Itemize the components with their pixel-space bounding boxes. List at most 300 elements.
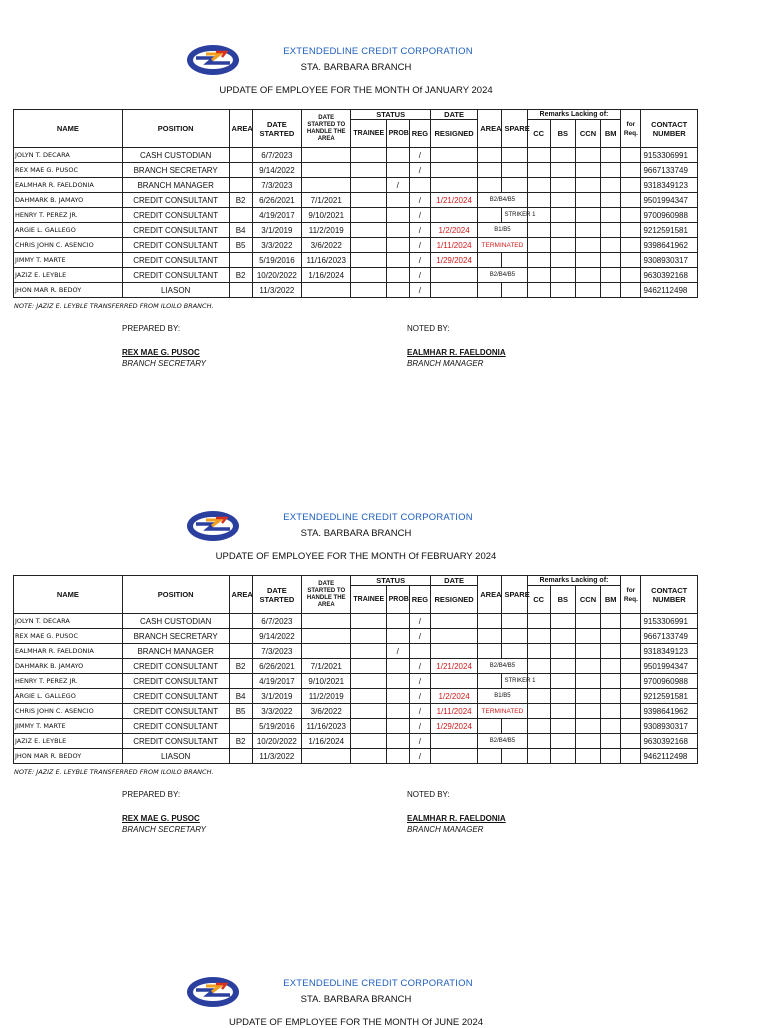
employee-trainee	[351, 689, 386, 704]
employee-resigned	[430, 208, 477, 223]
table-row	[14, 238, 698, 253]
employee-date-handle: 11/16/2023	[302, 719, 351, 734]
employee-trainee	[351, 223, 386, 238]
employee-resigned: 1/29/2024	[430, 253, 477, 268]
header-position: POSITION	[122, 110, 229, 148]
employee-reg: /	[409, 614, 430, 629]
employee-prob	[386, 253, 409, 268]
employee-position: CREDIT CONSULTANT	[122, 193, 229, 208]
employee-ccn	[575, 704, 600, 719]
employee-area	[229, 629, 252, 644]
employee-bm	[601, 253, 621, 268]
employee-bm	[601, 734, 621, 749]
employee-for-req	[621, 193, 641, 208]
employee-resigned	[430, 644, 477, 659]
employee-date-started: 3/1/2019	[252, 223, 301, 238]
employee-position: CREDIT CONSULTANT	[122, 223, 229, 238]
employee-bs	[550, 148, 575, 163]
employee-contact: 9462112498	[641, 749, 698, 764]
report-section	[0, 932, 768, 1028]
employee-name: EALMHAR R. FAELDONIA	[14, 178, 123, 193]
header-date-handle: DATE STARTED TO HANDLE THE AREA	[302, 576, 351, 614]
employee-name: CHRIS JOHN C. ASENCIO	[14, 238, 123, 253]
header-spare: SPARE	[502, 576, 527, 614]
employee-area: B2	[229, 659, 252, 674]
employee-for-req	[621, 283, 641, 298]
header-name: NAME	[14, 576, 123, 614]
employee-for-req	[621, 253, 641, 268]
table-row	[14, 614, 698, 629]
employee-bs	[550, 268, 575, 283]
noted-by-title: BRANCH MANAGER	[407, 825, 484, 834]
employee-resigned: 1/11/2024	[430, 238, 477, 253]
employee-prob	[386, 208, 409, 223]
employee-contact: 9501994347	[641, 193, 698, 208]
employee-contact: 9667133749	[641, 163, 698, 178]
employee-trainee	[351, 148, 386, 163]
transfer-note: NOTE: JAZIZ E. LEYBLE TRANSFERRED FROM ILOILO BRANCH.	[14, 768, 214, 776]
employee-resigned	[430, 283, 477, 298]
employee-date-handle: 11/16/2023	[302, 253, 351, 268]
employee-area2: B2/B4/B5	[478, 268, 527, 283]
employee-resigned	[430, 148, 477, 163]
employee-prob	[386, 659, 409, 674]
table-row	[14, 268, 698, 283]
employee-reg: /	[409, 163, 430, 178]
header-ccn: CCN	[575, 120, 600, 148]
employee-for-req	[621, 163, 641, 178]
employee-contact: 9462112498	[641, 283, 698, 298]
employee-contact: 9398641962	[641, 238, 698, 253]
employee-position: BRANCH SECRETARY	[122, 163, 229, 178]
employee-reg: /	[409, 704, 430, 719]
employee-trainee	[351, 238, 386, 253]
header-contact: CONTACT NUMBER	[641, 110, 698, 148]
header-resigned: RESIGNED	[430, 120, 477, 148]
employee-spare: STRIKER 1	[502, 674, 527, 689]
employee-date-handle	[302, 148, 351, 163]
employee-trainee	[351, 644, 386, 659]
table-row	[14, 674, 698, 689]
employee-ccn	[575, 629, 600, 644]
table-row	[14, 719, 698, 734]
employee-date-started: 10/20/2022	[252, 734, 301, 749]
employee-date-started: 10/20/2022	[252, 268, 301, 283]
employee-spare	[502, 614, 527, 629]
employee-position: CREDIT CONSULTANT	[122, 734, 229, 749]
employee-for-req	[621, 268, 641, 283]
employee-trainee	[351, 749, 386, 764]
employee-position: BRANCH MANAGER	[122, 644, 229, 659]
header-date-handle: DATE STARTED TO HANDLE THE AREA	[302, 110, 351, 148]
noted-by-label: NOTED BY:	[407, 324, 450, 333]
employee-ccn	[575, 163, 600, 178]
employee-bs	[550, 283, 575, 298]
header-date-started: DATE STARTED	[252, 576, 301, 614]
employee-area	[229, 253, 252, 268]
employee-spare	[502, 163, 527, 178]
employee-trainee	[351, 614, 386, 629]
employee-ccn	[575, 689, 600, 704]
employee-bm	[601, 614, 621, 629]
employee-reg: /	[409, 749, 430, 764]
employee-area	[229, 719, 252, 734]
header-ccn: CCN	[575, 586, 600, 614]
employee-area	[229, 283, 252, 298]
employee-spare	[502, 644, 527, 659]
employee-date-started: 9/14/2022	[252, 163, 301, 178]
employee-reg: /	[409, 689, 430, 704]
employee-name: HENRY T. PEREZ JR.	[14, 674, 123, 689]
employee-bs	[550, 238, 575, 253]
employee-resigned: 1/11/2024	[430, 704, 477, 719]
employee-position: CREDIT CONSULTANT	[122, 208, 229, 223]
employee-ccn	[575, 223, 600, 238]
employee-bm	[601, 223, 621, 238]
employee-cc	[527, 148, 550, 163]
employee-for-req	[621, 178, 641, 193]
table-row	[14, 659, 698, 674]
employee-date-started: 11/3/2022	[252, 749, 301, 764]
employee-bm	[601, 689, 621, 704]
branch-name: STA. BARBARA BRANCH	[300, 994, 412, 1005]
employee-date-handle	[302, 283, 351, 298]
employee-for-req	[621, 674, 641, 689]
employee-area	[229, 148, 252, 163]
table-row	[14, 148, 698, 163]
report-title: UPDATE OF EMPLOYEE FOR THE MONTH Of FEBRUARY 2024	[215, 551, 497, 562]
employee-area2	[478, 283, 502, 298]
employee-trainee	[351, 283, 386, 298]
employee-name: REX MAE G. PUSOC	[14, 629, 123, 644]
header-bm: BM	[601, 586, 621, 614]
employee-resigned: 1/21/2024	[430, 193, 477, 208]
employee-cc	[527, 178, 550, 193]
employee-position: BRANCH MANAGER	[122, 178, 229, 193]
employee-prob	[386, 268, 409, 283]
employee-area2: B2/B4/B5	[478, 734, 527, 749]
employee-area2: B1/B5	[478, 223, 527, 238]
employee-name: JOLYN T. DECARA	[14, 614, 123, 629]
employee-name: HENRY T. PEREZ JR.	[14, 208, 123, 223]
employee-area	[229, 644, 252, 659]
employee-area: B2	[229, 734, 252, 749]
employee-prob: /	[386, 644, 409, 659]
employee-date-started: 6/7/2023	[252, 614, 301, 629]
employee-ccn	[575, 719, 600, 734]
employee-date-started: 3/1/2019	[252, 689, 301, 704]
employee-ccn	[575, 268, 600, 283]
employee-cc	[527, 689, 550, 704]
employee-date-handle	[302, 749, 351, 764]
employee-cc	[527, 629, 550, 644]
employee-contact: 9308930317	[641, 719, 698, 734]
employee-reg	[409, 178, 430, 193]
employee-position: CASH CUSTODIAN	[122, 614, 229, 629]
employee-reg: /	[409, 659, 430, 674]
employee-cc	[527, 614, 550, 629]
employee-trainee	[351, 629, 386, 644]
employee-prob	[386, 674, 409, 689]
employee-position: CREDIT CONSULTANT	[122, 253, 229, 268]
employee-area: B5	[229, 238, 252, 253]
employee-area2: TERMINATED	[478, 704, 527, 719]
employee-position: CASH CUSTODIAN	[122, 148, 229, 163]
employee-for-req	[621, 208, 641, 223]
employee-ccn	[575, 208, 600, 223]
employee-reg: /	[409, 283, 430, 298]
report-title: UPDATE OF EMPLOYEE FOR THE MONTH Of JUNE 2024	[228, 1017, 484, 1028]
employee-resigned	[430, 734, 477, 749]
prepared-by-title: BRANCH SECRETARY	[122, 825, 207, 834]
employee-date-handle	[302, 178, 351, 193]
employee-area2	[478, 163, 502, 178]
report-section	[0, 0, 768, 430]
employee-bs	[550, 734, 575, 749]
employee-bs	[550, 659, 575, 674]
employee-resigned: 1/29/2024	[430, 719, 477, 734]
header-area2: AREA	[478, 576, 502, 614]
employee-area2	[478, 253, 502, 268]
employee-reg	[409, 644, 430, 659]
employee-date-started: 6/7/2023	[252, 148, 301, 163]
employee-name: JAZIZ E. LEYBLE	[14, 734, 123, 749]
employee-date-handle: 7/1/2021	[302, 193, 351, 208]
branch-name: STA. BARBARA BRANCH	[300, 62, 412, 73]
employee-area: B4	[229, 689, 252, 704]
employee-bs	[550, 644, 575, 659]
employee-name: EALMHAR R. FAELDONIA	[14, 644, 123, 659]
employee-resigned: 1/2/2024	[430, 223, 477, 238]
employee-resigned	[430, 674, 477, 689]
employee-prob: /	[386, 178, 409, 193]
table-row	[14, 193, 698, 208]
employee-reg: /	[409, 719, 430, 734]
employee-for-req	[621, 719, 641, 734]
table-row	[14, 208, 698, 223]
employee-date-handle: 9/10/2021	[302, 674, 351, 689]
employee-prob	[386, 629, 409, 644]
employee-date-started: 7/3/2023	[252, 644, 301, 659]
employee-prob	[386, 689, 409, 704]
header-bs: BS	[550, 120, 575, 148]
employee-resigned	[430, 178, 477, 193]
employee-prob	[386, 148, 409, 163]
employee-cc	[527, 704, 550, 719]
noted-by-name: EALMHAR R. FAELDONIA	[407, 348, 506, 357]
employee-date-handle: 9/10/2021	[302, 208, 351, 223]
prepared-by-name: REX MAE G. PUSOC	[122, 814, 200, 823]
employee-prob	[386, 734, 409, 749]
employee-bs	[550, 223, 575, 238]
employee-contact: 9153306991	[641, 148, 698, 163]
employee-date-started: 3/3/2022	[252, 238, 301, 253]
header-position: POSITION	[122, 576, 229, 614]
prepared-by-title: BRANCH SECRETARY	[122, 359, 207, 368]
employee-cc	[527, 163, 550, 178]
employee-name: JHON MAR R. BEDOY	[14, 283, 123, 298]
employee-position: CREDIT CONSULTANT	[122, 674, 229, 689]
employee-area2	[478, 749, 502, 764]
header-area: AREA	[229, 576, 252, 614]
header-prob: PROB	[386, 586, 409, 614]
employee-position: CREDIT CONSULTANT	[122, 704, 229, 719]
prepared-by-name: REX MAE G. PUSOC	[122, 348, 200, 357]
noted-by-title: BRANCH MANAGER	[407, 359, 484, 368]
header-contact: CONTACT NUMBER	[641, 576, 698, 614]
employee-resigned	[430, 629, 477, 644]
employee-resigned: 1/21/2024	[430, 659, 477, 674]
employee-date-handle: 1/16/2024	[302, 734, 351, 749]
employee-bs	[550, 689, 575, 704]
employee-trainee	[351, 268, 386, 283]
employee-area	[229, 208, 252, 223]
header-reg: REG	[409, 586, 430, 614]
employee-cc	[527, 719, 550, 734]
employee-trainee	[351, 193, 386, 208]
employee-spare	[502, 253, 527, 268]
employee-cc	[527, 238, 550, 253]
employee-area2	[478, 644, 502, 659]
employee-reg: /	[409, 734, 430, 749]
employee-bs	[550, 163, 575, 178]
employee-resigned	[430, 163, 477, 178]
employee-cc	[527, 734, 550, 749]
table-row	[14, 734, 698, 749]
employee-contact: 9630392168	[641, 268, 698, 283]
employee-table	[13, 575, 698, 764]
employee-contact: 9667133749	[641, 629, 698, 644]
employee-spare	[502, 283, 527, 298]
employee-date-handle	[302, 163, 351, 178]
employee-trainee	[351, 719, 386, 734]
employee-prob	[386, 223, 409, 238]
header-for-req: for Req.	[621, 576, 641, 614]
employee-prob	[386, 163, 409, 178]
header-status: STATUS	[351, 110, 431, 120]
employee-area2	[478, 208, 502, 223]
employee-date-handle: 7/1/2021	[302, 659, 351, 674]
header-resigned: RESIGNED	[430, 586, 477, 614]
employee-spare	[502, 148, 527, 163]
employee-rows	[14, 148, 698, 298]
employee-ccn	[575, 193, 600, 208]
employee-bm	[601, 208, 621, 223]
employee-position: CREDIT CONSULTANT	[122, 238, 229, 253]
employee-reg: /	[409, 148, 430, 163]
employee-prob	[386, 749, 409, 764]
employee-for-req	[621, 749, 641, 764]
employee-date-started: 4/19/2017	[252, 674, 301, 689]
employee-contact: 9700960988	[641, 674, 698, 689]
company-name: EXTENDEDLINE CREDIT CORPORATION	[283, 978, 473, 989]
employee-name: JOLYN T. DECARA	[14, 148, 123, 163]
employee-ccn	[575, 283, 600, 298]
employee-ccn	[575, 238, 600, 253]
employee-resigned	[430, 268, 477, 283]
employee-contact: 9212591581	[641, 223, 698, 238]
employee-position: CREDIT CONSULTANT	[122, 689, 229, 704]
table-row	[14, 644, 698, 659]
employee-trainee	[351, 704, 386, 719]
employee-for-req	[621, 629, 641, 644]
header-prob: PROB	[386, 120, 409, 148]
employee-name: DAHMARK B. JAMAYO	[14, 193, 123, 208]
prepared-by-label: PREPARED BY:	[122, 324, 181, 333]
employee-bs	[550, 719, 575, 734]
employee-date-handle	[302, 644, 351, 659]
employee-trainee	[351, 163, 386, 178]
table-row	[14, 283, 698, 298]
employee-contact: 9501994347	[641, 659, 698, 674]
company-name: EXTENDEDLINE CREDIT CORPORATION	[283, 512, 473, 523]
employee-bm	[601, 644, 621, 659]
employee-contact: 9308930317	[641, 253, 698, 268]
employee-area	[229, 749, 252, 764]
employee-prob	[386, 704, 409, 719]
header-area: AREA	[229, 110, 252, 148]
employee-cc	[527, 644, 550, 659]
header-date: DATE	[430, 576, 477, 586]
header-cc: CC	[527, 120, 550, 148]
header-remarks: Remarks Lacking of:	[527, 110, 621, 120]
header-trainee: TRAINEE	[351, 120, 386, 148]
employee-area: B5	[229, 704, 252, 719]
employee-area2: TERMINATED	[478, 238, 527, 253]
employee-area2	[478, 148, 502, 163]
employee-area	[229, 178, 252, 193]
employee-bs	[550, 193, 575, 208]
employee-area2	[478, 674, 502, 689]
employee-bm	[601, 238, 621, 253]
employee-area2: B2/B4/B5	[478, 659, 527, 674]
employee-bm	[601, 268, 621, 283]
employee-reg: /	[409, 193, 430, 208]
employee-date-handle	[302, 614, 351, 629]
employee-bm	[601, 178, 621, 193]
employee-bm	[601, 659, 621, 674]
prepared-by-label: PREPARED BY:	[122, 790, 181, 799]
employee-spare	[502, 178, 527, 193]
employee-ccn	[575, 734, 600, 749]
employee-cc	[527, 223, 550, 238]
employee-area: B2	[229, 193, 252, 208]
transfer-note: NOTE: JAZIZ E. LEYBLE TRANSFERRED FROM ILOILO BRANCH.	[14, 302, 214, 310]
employee-cc	[527, 749, 550, 764]
employee-table	[13, 109, 698, 298]
employee-cc	[527, 283, 550, 298]
employee-trainee	[351, 674, 386, 689]
employee-date-started: 11/3/2022	[252, 283, 301, 298]
employee-bm	[601, 704, 621, 719]
employee-date-handle: 3/6/2022	[302, 704, 351, 719]
employee-name: ARGIE L. GALLEGO	[14, 223, 123, 238]
table-row	[14, 223, 698, 238]
header-date-started: DATE STARTED	[252, 110, 301, 148]
employee-contact: 9318349123	[641, 644, 698, 659]
employee-reg: /	[409, 674, 430, 689]
employee-date-started: 5/19/2016	[252, 253, 301, 268]
employee-reg: /	[409, 629, 430, 644]
employee-for-req	[621, 659, 641, 674]
employee-bm	[601, 148, 621, 163]
header-date: DATE	[430, 110, 477, 120]
employee-area2	[478, 629, 502, 644]
employee-prob	[386, 193, 409, 208]
header-cc: CC	[527, 586, 550, 614]
employee-bm	[601, 674, 621, 689]
employee-ccn	[575, 674, 600, 689]
